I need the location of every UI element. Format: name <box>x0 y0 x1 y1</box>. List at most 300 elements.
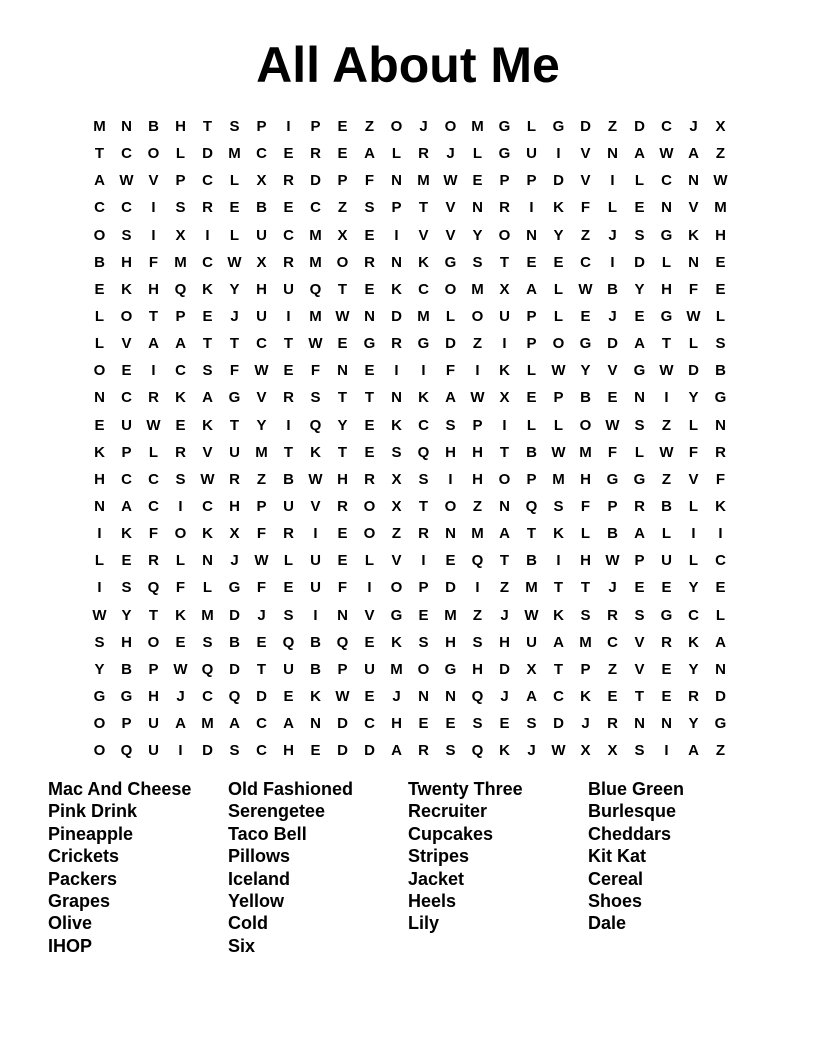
grid-letter: N <box>526 226 537 244</box>
grid-letter: I <box>151 226 156 244</box>
grid-letter: U <box>310 579 321 597</box>
grid-letter: P <box>148 660 159 678</box>
grid-letter: O <box>363 525 376 543</box>
grid-letter: M <box>309 226 322 244</box>
grid-letter: W <box>551 742 566 760</box>
word-list-item: Crickets <box>48 846 120 867</box>
grid-letter: T <box>580 579 591 597</box>
grid-letter: G <box>363 335 376 353</box>
grid-letter: S <box>418 470 429 488</box>
grid-letter: X <box>499 280 510 298</box>
grid-letter: G <box>714 715 727 733</box>
grid-letter: I <box>205 226 210 244</box>
word-list-item: IHOP <box>48 935 93 956</box>
grid-letter: S <box>634 606 645 624</box>
grid-letter: A <box>121 498 132 516</box>
grid-letter: H <box>148 280 159 298</box>
word-list-item: Olive <box>48 913 93 934</box>
grid-letter: K <box>121 525 132 543</box>
grid-letter: P <box>526 308 537 326</box>
grid-letter: I <box>664 389 669 407</box>
grid-letter: S <box>634 226 645 244</box>
grid-letter: E <box>580 308 591 326</box>
grid-letter: M <box>93 118 106 136</box>
grid-row <box>86 439 734 466</box>
grid-letter: I <box>394 362 399 380</box>
grid-letter: J <box>608 226 617 244</box>
grid-letter: D <box>445 579 456 597</box>
grid-letter: I <box>178 742 183 760</box>
grid-letter: E <box>715 253 726 271</box>
grid-letter: C <box>256 335 267 353</box>
grid-row <box>86 710 734 737</box>
grid-letter: M <box>309 253 322 271</box>
grid-row <box>86 276 734 303</box>
grid-letter: L <box>283 552 294 570</box>
grid-letter: L <box>229 226 240 244</box>
grid-letter: P <box>472 416 483 434</box>
grid-letter: J <box>419 118 428 136</box>
grid-letter: E <box>364 280 375 298</box>
grid-letter: N <box>688 172 699 190</box>
grid-letter: I <box>502 416 507 434</box>
grid-letter: Q <box>309 280 322 298</box>
grid-letter: F <box>175 579 186 597</box>
grid-letter: O <box>93 226 106 244</box>
grid-letter: S <box>202 633 213 651</box>
grid-letter: G <box>120 688 133 706</box>
grid-letter: U <box>283 498 294 516</box>
grid-letter: H <box>580 470 591 488</box>
grid-letter: O <box>471 308 484 326</box>
grid-letter: M <box>444 606 457 624</box>
grid-letter: S <box>445 416 456 434</box>
grid-letter: U <box>148 742 159 760</box>
grid-letter: M <box>579 633 592 651</box>
grid-letter: Q <box>120 742 133 760</box>
grid-letter: N <box>337 362 348 380</box>
grid-letter: Y <box>688 660 699 678</box>
grid-letter: L <box>580 525 591 543</box>
grid-letter: O <box>147 145 160 163</box>
word-list-item: Shoes <box>588 891 643 912</box>
grid-letter: B <box>310 660 321 678</box>
grid-letter: L <box>688 335 699 353</box>
word-column <box>408 778 588 957</box>
grid-letter: T <box>283 443 294 461</box>
grid-letter: F <box>256 579 267 597</box>
grid-letter: Y <box>121 606 132 624</box>
grid-letter: Y <box>688 579 699 597</box>
grid-letter: J <box>230 552 239 570</box>
grid-letter: E <box>364 226 375 244</box>
grid-letter: S <box>472 253 483 271</box>
grid-letter: Z <box>580 226 591 244</box>
grid-letter: T <box>499 552 510 570</box>
grid-letter: M <box>579 443 592 461</box>
grid-letter: W <box>470 389 485 407</box>
grid-letter: J <box>500 688 509 706</box>
letter-grid <box>86 113 734 764</box>
grid-letter: B <box>607 525 618 543</box>
word-list-item: Six <box>228 935 256 956</box>
grid-letter: S <box>229 118 240 136</box>
grid-letter: G <box>417 335 430 353</box>
grid-letter: W <box>308 470 323 488</box>
grid-letter: W <box>551 362 566 380</box>
grid-letter: P <box>526 470 537 488</box>
grid-letter: E <box>202 308 213 326</box>
grid-letter: F <box>148 525 159 543</box>
grid-letter: H <box>445 633 456 651</box>
grid-letter: H <box>499 633 510 651</box>
grid-letter: R <box>175 443 186 461</box>
grid-letter: R <box>499 199 510 217</box>
grid-letter: W <box>119 172 134 190</box>
grid-letter: A <box>229 715 240 733</box>
grid-letter: H <box>175 118 186 136</box>
grid-letter: E <box>472 172 483 190</box>
grid-letter: T <box>661 335 672 353</box>
grid-letter: V <box>310 498 321 516</box>
grid-letter: O <box>336 253 349 271</box>
grid-letter: H <box>715 226 726 244</box>
grid-letter: I <box>286 308 291 326</box>
grid-letter: V <box>148 172 159 190</box>
grid-letter: L <box>445 308 456 326</box>
grid-letter: B <box>580 389 591 407</box>
grid-letter: L <box>526 362 537 380</box>
grid-letter: W <box>659 145 674 163</box>
grid-letter: W <box>146 416 161 434</box>
grid-letter: E <box>634 308 645 326</box>
grid-letter: E <box>607 688 618 706</box>
grid-letter: R <box>418 145 429 163</box>
grid-letter: A <box>688 742 699 760</box>
grid-letter: T <box>553 579 564 597</box>
grid-letter: D <box>202 145 213 163</box>
grid-letter: I <box>664 742 669 760</box>
grid-letter: V <box>256 389 267 407</box>
grid-letter: I <box>610 253 615 271</box>
grid-letter: I <box>529 199 534 217</box>
grid-letter: T <box>364 389 375 407</box>
grid-letter: S <box>175 470 186 488</box>
grid-letter: H <box>580 552 591 570</box>
grid-letter: E <box>661 579 672 597</box>
grid-letter: G <box>633 362 646 380</box>
grid-letter: S <box>121 579 132 597</box>
grid-letter: W <box>524 606 539 624</box>
grid-letter: B <box>121 660 132 678</box>
grid-letter: M <box>201 606 214 624</box>
grid-letter: N <box>391 253 402 271</box>
word-list-item: Pineapple <box>48 823 134 844</box>
grid-row <box>86 194 734 221</box>
grid-letter: D <box>580 118 591 136</box>
grid-letter: W <box>173 660 188 678</box>
grid-letter: J <box>392 688 401 706</box>
word-list-item: Pillows <box>228 846 291 867</box>
grid-letter: O <box>147 633 160 651</box>
grid-letter: T <box>553 660 564 678</box>
word-list-item: Cold <box>228 913 268 934</box>
grid-letter: C <box>580 253 591 271</box>
grid-letter: R <box>715 443 726 461</box>
grid-letter: J <box>176 688 185 706</box>
grid-letter: U <box>526 145 537 163</box>
grid-letter: D <box>364 742 375 760</box>
grid-letter: D <box>715 688 726 706</box>
grid-row <box>86 574 734 601</box>
grid-letter: I <box>556 552 561 570</box>
grid-letter: I <box>151 199 156 217</box>
grid-letter: L <box>688 552 699 570</box>
grid-letter: C <box>418 280 429 298</box>
grid-letter: I <box>313 525 318 543</box>
grid-letter: N <box>310 715 321 733</box>
grid-letter: G <box>660 606 673 624</box>
grid-letter: F <box>337 579 348 597</box>
grid-letter: I <box>718 525 723 543</box>
grid-letter: Z <box>364 118 375 136</box>
grid-letter: E <box>337 525 348 543</box>
grid-letter: T <box>337 280 348 298</box>
grid-letter: K <box>499 362 510 380</box>
grid-letter: S <box>580 606 591 624</box>
grid-letter: P <box>310 118 321 136</box>
grid-row <box>86 520 734 547</box>
grid-letter: Q <box>525 498 538 516</box>
grid-letter: X <box>607 742 618 760</box>
grid-letter: D <box>310 172 321 190</box>
grid-letter: T <box>229 416 240 434</box>
grid-letter: P <box>175 172 186 190</box>
word-list-item: Cereal <box>588 868 644 889</box>
word-list-item: Taco Bell <box>228 823 307 844</box>
grid-letter: Z <box>607 660 618 678</box>
word-list-item: Pink Drink <box>48 801 138 822</box>
grid-letter: T <box>337 443 348 461</box>
grid-letter: Y <box>580 362 591 380</box>
grid-letter: M <box>228 145 241 163</box>
grid-letter: R <box>148 552 159 570</box>
grid-letter: V <box>391 552 402 570</box>
grid-letter: Q <box>471 552 484 570</box>
grid-letter: P <box>256 118 267 136</box>
grid-letter: F <box>229 362 240 380</box>
grid-letter: C <box>202 688 213 706</box>
grid-letter: O <box>363 498 376 516</box>
grid-letter: K <box>418 389 429 407</box>
grid-letter: A <box>364 145 375 163</box>
grid-letter: B <box>715 362 726 380</box>
grid-letter: Z <box>661 416 672 434</box>
grid-letter: B <box>526 552 537 570</box>
grid-letter: W <box>227 253 242 271</box>
page-title: All About Me <box>256 37 560 93</box>
word-list-item: Yellow <box>228 891 285 912</box>
grid-row <box>86 222 734 249</box>
grid-letter: T <box>94 145 105 163</box>
grid-letter: N <box>94 389 105 407</box>
grid-letter: O <box>174 525 187 543</box>
grid-letter: I <box>448 470 453 488</box>
grid-letter: R <box>418 525 429 543</box>
grid-letter: P <box>634 552 645 570</box>
grid-letter: T <box>499 443 510 461</box>
grid-letter: F <box>580 498 591 516</box>
grid-letter: T <box>634 688 645 706</box>
grid-letter: B <box>283 470 294 488</box>
grid-letter: Z <box>391 525 402 543</box>
grid-letter: E <box>526 389 537 407</box>
grid-letter: E <box>337 335 348 353</box>
grid-letter: J <box>446 145 455 163</box>
grid-letter: T <box>337 389 348 407</box>
grid-letter: Z <box>472 335 483 353</box>
grid-letter: K <box>202 416 213 434</box>
grid-letter: G <box>498 118 511 136</box>
grid-letter: D <box>607 335 618 353</box>
grid-letter: J <box>581 715 590 733</box>
grid-letter: F <box>607 443 618 461</box>
grid-letter: O <box>93 362 106 380</box>
grid-letter: E <box>229 199 240 217</box>
grid-letter: E <box>364 416 375 434</box>
grid-letter: L <box>553 280 564 298</box>
grid-letter: M <box>390 660 403 678</box>
grid-letter: U <box>256 226 267 244</box>
grid-letter: S <box>472 633 483 651</box>
grid-letter: O <box>498 470 511 488</box>
grid-letter: D <box>499 660 510 678</box>
grid-row <box>86 330 734 357</box>
grid-letter: S <box>229 742 240 760</box>
grid-letter: C <box>607 633 618 651</box>
grid-letter: I <box>394 226 399 244</box>
grid-letter: K <box>391 633 402 651</box>
grid-letter: G <box>552 118 565 136</box>
grid-letter: D <box>229 606 240 624</box>
grid-letter: V <box>688 470 699 488</box>
grid-letter: Z <box>715 145 726 163</box>
grid-letter: N <box>202 552 213 570</box>
grid-letter: C <box>121 145 132 163</box>
grid-letter: M <box>714 199 727 217</box>
grid-letter: L <box>202 579 213 597</box>
grid-letter: D <box>202 742 213 760</box>
grid-letter: E <box>175 633 186 651</box>
grid-letter: W <box>254 362 269 380</box>
grid-letter: E <box>634 579 645 597</box>
grid-letter: C <box>121 389 132 407</box>
grid-letter: I <box>151 362 156 380</box>
grid-letter: S <box>310 389 321 407</box>
grid-letter: A <box>499 525 510 543</box>
grid-letter: E <box>121 552 132 570</box>
grid-letter: D <box>256 688 267 706</box>
grid-letter: D <box>229 660 240 678</box>
grid-letter: E <box>94 416 105 434</box>
grid-letter: C <box>553 688 564 706</box>
grid-letter: A <box>715 633 726 651</box>
grid-letter: O <box>417 660 430 678</box>
grid-letter: W <box>605 416 620 434</box>
grid-letter: L <box>94 308 105 326</box>
grid-row <box>86 493 734 520</box>
grid-letter: K <box>310 688 321 706</box>
grid-letter: G <box>390 606 403 624</box>
grid-letter: S <box>202 362 213 380</box>
grid-letter: L <box>634 172 645 190</box>
grid-letter: R <box>310 145 321 163</box>
word-list-item: Twenty Three <box>408 779 523 799</box>
grid-letter: M <box>255 443 268 461</box>
grid-letter: A <box>94 172 105 190</box>
word-column <box>588 778 768 957</box>
grid-letter: I <box>286 416 291 434</box>
grid-letter: K <box>94 443 105 461</box>
grid-letter: L <box>688 416 699 434</box>
grid-letter: L <box>94 552 105 570</box>
grid-letter: C <box>283 226 294 244</box>
word-column <box>228 778 408 957</box>
grid-letter: L <box>661 525 672 543</box>
grid-letter: I <box>286 118 291 136</box>
grid-letter: C <box>94 199 105 217</box>
word-list-item: Dale <box>588 913 627 934</box>
grid-letter: F <box>364 172 375 190</box>
grid-letter: P <box>121 715 132 733</box>
grid-letter: R <box>418 742 429 760</box>
grid-letter: G <box>93 688 106 706</box>
word-list-item: Packers <box>48 868 118 889</box>
grid-letter: S <box>94 633 105 651</box>
grid-letter: T <box>148 308 159 326</box>
grid-letter: I <box>610 172 615 190</box>
grid-letter: T <box>418 199 429 217</box>
grid-letter: E <box>337 118 348 136</box>
grid-letter: Q <box>228 688 241 706</box>
grid-letter: G <box>228 389 241 407</box>
grid-letter: M <box>417 308 430 326</box>
grid-letter: F <box>148 253 159 271</box>
grid-letter: W <box>200 470 215 488</box>
grid-letter: V <box>121 335 132 353</box>
grid-letter: D <box>337 715 348 733</box>
grid-letter: O <box>444 280 457 298</box>
grid-letter: A <box>634 525 645 543</box>
grid-letter: L <box>229 172 240 190</box>
grid-row <box>86 547 734 574</box>
grid-letter: P <box>499 172 510 190</box>
grid-letter: T <box>526 525 537 543</box>
grid-letter: Y <box>229 280 240 298</box>
word-list-item: Jacket <box>408 868 465 889</box>
grid-letter: T <box>148 606 159 624</box>
grid-row <box>86 629 734 656</box>
grid-letter: I <box>475 362 480 380</box>
grid-letter: D <box>553 715 564 733</box>
grid-letter: O <box>93 742 106 760</box>
grid-letter: H <box>121 253 132 271</box>
grid-letter: E <box>526 253 537 271</box>
word-list <box>48 778 768 957</box>
grid-letter: Q <box>174 280 187 298</box>
grid-letter: S <box>391 443 402 461</box>
grid-letter: N <box>445 525 456 543</box>
